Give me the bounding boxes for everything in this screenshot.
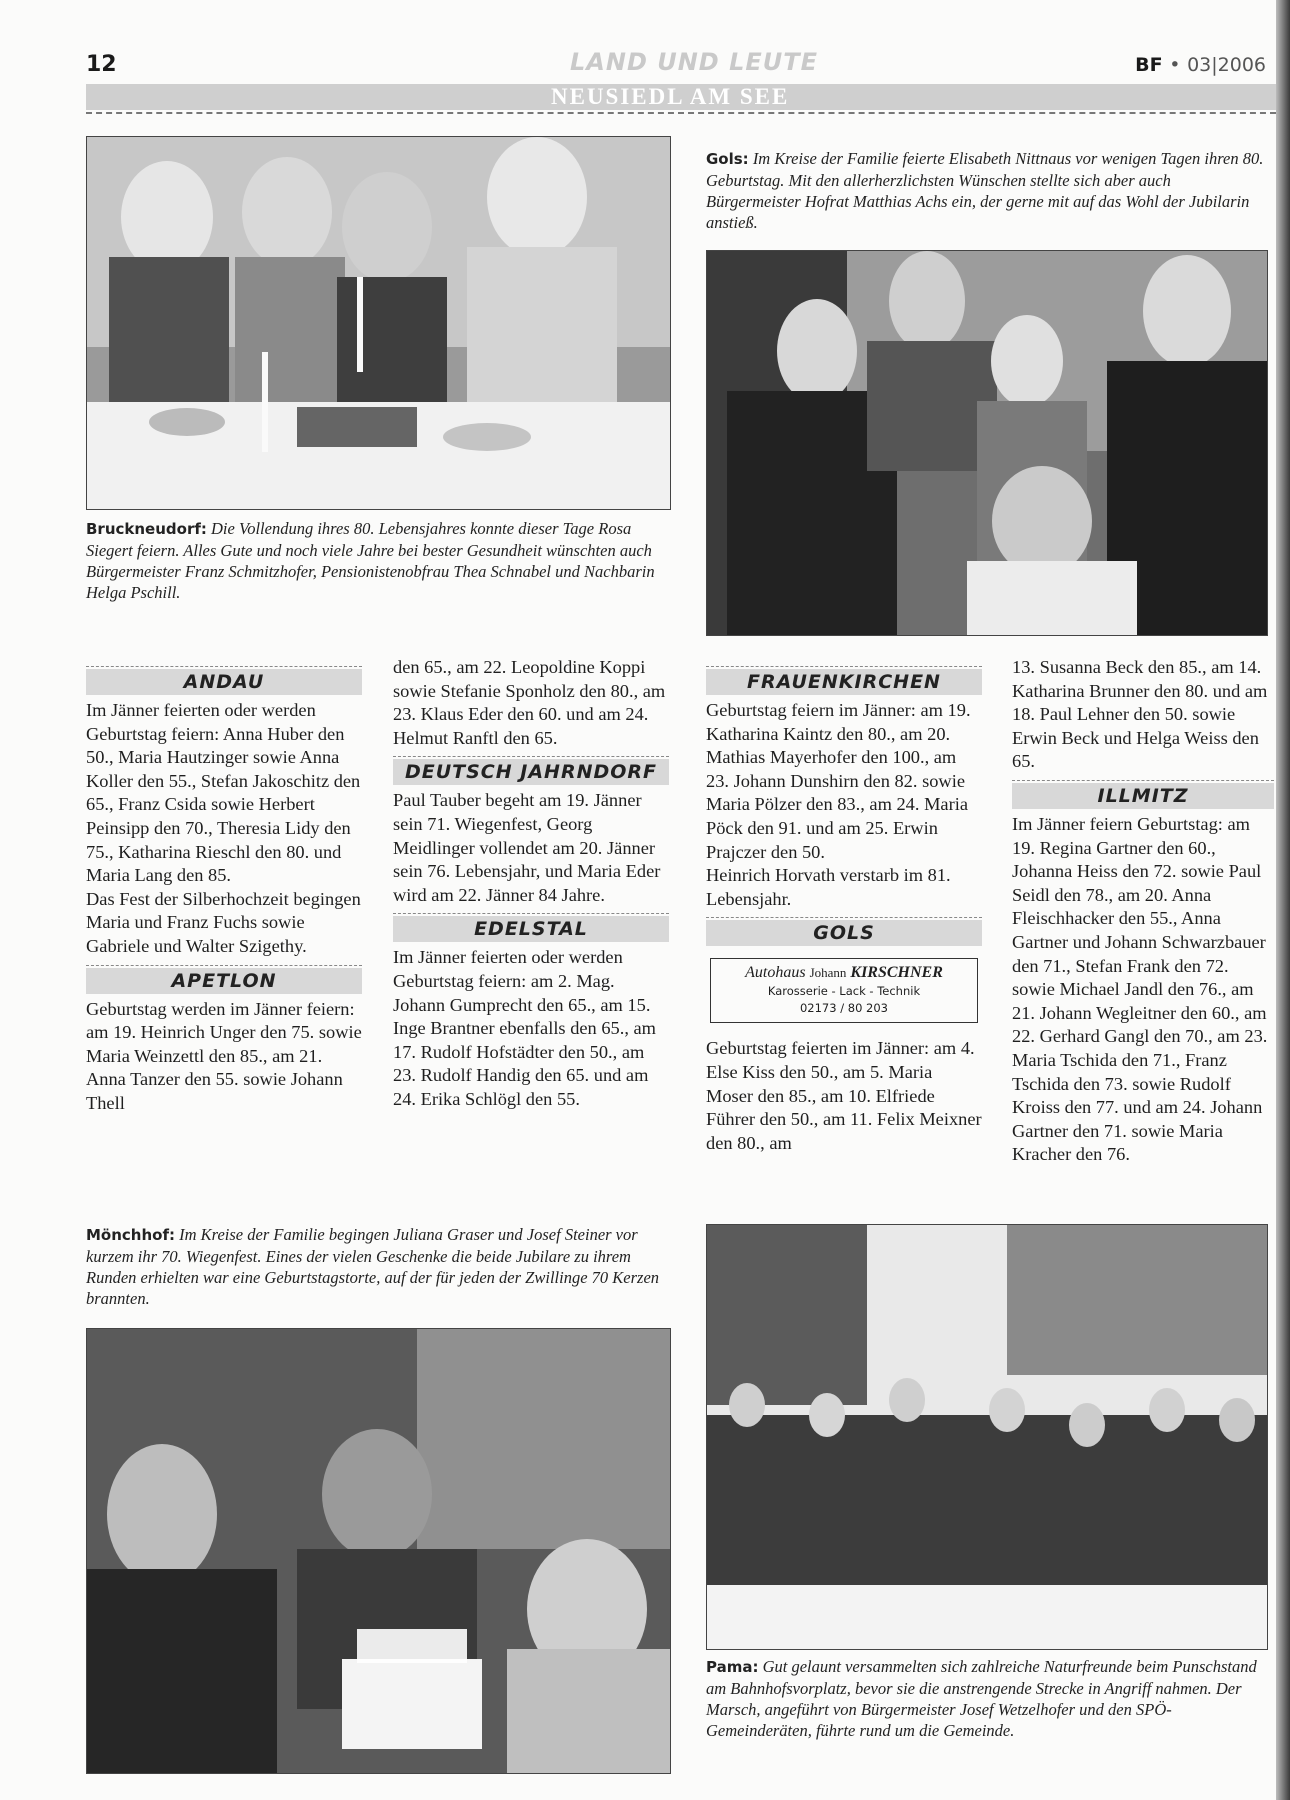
caption-moenchhof — [86, 1224, 669, 1309]
caption-gols-place: Gols: — [706, 150, 749, 168]
ad-title — [711, 963, 977, 983]
column-4 — [1012, 656, 1274, 1167]
heading-apetlon-label: APETLON — [86, 968, 362, 994]
ad-owner: Johann — [809, 965, 847, 981]
photo-moenchhof-image — [87, 1329, 670, 1773]
ad-phone: 02173 / 80 203 — [799, 1001, 888, 1016]
ad-name: KIRSCHNER — [850, 964, 943, 982]
caption-moenchhof-place: Mönchhof: — [86, 1226, 175, 1244]
andau-text: Im Jänner feierten oder werden Geburtstag feiern: Anna Huber den 50., Maria Hautzinger sowie Anna Koller den 55., Stefan Jakoschitz den 65., Franz Csida sowie Herbert Peinsipp den 70., Theresia Lidy den 75., Katharina Rieschl den 80. und Maria Lang den 85. — [86, 700, 361, 886]
heading-gols-label: GOLS — [706, 920, 982, 946]
ad-kirschner — [710, 958, 978, 1023]
caption-pama — [706, 1656, 1266, 1741]
caption-gols-text: Im Kreise der Familie feierte Elisabeth Nittnaus vor wenigen Tagen ihren 80. Geburtstag. Mit den allerherzlichsten Wünschen stellte sich aber auch Bürgermeister Hofrat Matthias Achs ein, der gerne mit auf das Wohl der Jubilarin anstieß. — [706, 149, 1264, 232]
page-number: 12 — [86, 52, 117, 77]
scan-edge-shadow — [1276, 0, 1290, 1800]
heading-edelstal — [393, 913, 669, 942]
deutsch-jahrndorf-text: Paul Tauber begeht am 19. Jänner sein 71. Wiegenfest, Georg Meidlinger vollendet am 20. Jänner sein 76. Lebensjahr, und Maria Eder wird am 22. Jänner 84 Jahre. — [393, 790, 661, 905]
column-2 — [393, 656, 669, 1112]
caption-gols — [706, 148, 1266, 233]
frauenkirchen-text-2: Heinrich Horvath verstarb im 81. Lebensjahr. — [706, 865, 951, 909]
region-title: NEUSIEDL AM SEE — [551, 84, 790, 109]
photo-gols — [706, 250, 1268, 636]
column-1 — [86, 660, 362, 1116]
photo-moenchhof — [86, 1328, 671, 1774]
photo-pama — [706, 1224, 1268, 1650]
edelstal-text: Im Jänner feierten oder werden Geburtstag feiern: am 2. Mag. Johann Gumprecht den 65., am 15. Inge Brantner ebenfalls den 65., am 17. Rudolf Hofstädter den 50., am 23. Rudolf Handig den 65. und am 24. Erika Schlögl den 55. — [393, 947, 656, 1109]
header-divider — [86, 112, 1276, 114]
ad-services: Karosserie - Lack - Technik — [767, 984, 921, 999]
caption-bruckneudorf-place: Bruckneudorf: — [86, 520, 207, 538]
region-band — [86, 84, 1276, 110]
frauenkirchen-text: Geburtstag feiern im Jänner: am 19. Katharina Kaintz den 80., am 20. Mathias Mayerhofer den 100., am 23. Johann Dunshirn den 82. sowie Maria Pölzer den 83., am 24. Maria Pöck den 91. und am 25. Erwin Prajczer den 50. — [706, 700, 971, 862]
apetlon-text: Geburtstag werden im Jänner feiern: am 19. Heinrich Unger den 75. sowie Maria Weinzettl den 85., am 21. Anna Tanzer den 55. sowie Johann Thell — [86, 998, 362, 1113]
issue-number: 03|2006 — [1187, 54, 1266, 76]
heading-frauenkirchen — [706, 666, 982, 695]
illmitz-text: Im Jänner feiern Geburtstag: am 19. Regina Gartner den 60., Johanna Heiss den 72. sowie Paul Seidl den 78., am 20. Anna Fleischhacker den 55., Anna Gartner und Johann Schwarzbauer den 71., Stefan Frank den 72. sowie Michael Jandl den 76., am 21. Johann Wegleitner den 60., am 22. Gerhard Gangl den 70., am 23. Maria Tschida den 71., Franz Tschida den 73. sowie Rudolf Kroiss den 77. und am 24. Johann Gartner den 71. sowie Maria Kracher den 76. — [1012, 813, 1268, 1165]
heading-edelstal-label: EDELSTAL — [393, 916, 669, 942]
caption-bruckneudorf-text: Die Vollendung ihres 80. Lebensjahres konnte dieser Tage Rosa Siegert feiern. Alles Gute und noch viele Jahre bei bester Gesundheit wünschten auch Bürgermeister Franz Schmitzhofer, Pensionistenobfrau Thea Schnabel und Nachbarin Helga Pschill. — [86, 519, 655, 602]
caption-bruckneudorf — [86, 518, 669, 603]
photo-bruckneudorf-image — [87, 137, 670, 509]
photo-gols-image — [707, 251, 1267, 635]
ad-prefix: Autohaus — [745, 964, 806, 982]
publication-name: BF — [1135, 54, 1163, 76]
heading-frauenkirchen-label: FRAUENKIRCHEN — [706, 669, 982, 695]
column-3 — [706, 660, 982, 1155]
caption-pama-text: Gut gelaunt versammelten sich zahlreiche Naturfreunde beim Punschstand am Bahnhofsvorplatz, bevor sie die anstrengende Strecke in Angriff nahmen. Der Marsch, angeführt von Bürgermeister Josef Wetzelhofer und den SPÖ-Gemeinderäten, führte rund um die Gemeinde. — [706, 1657, 1257, 1740]
heading-gols — [706, 917, 982, 946]
caption-moenchhof-text: Im Kreise der Familie begingen Juliana Graser und Josef Steiner vor kurzem ihr 70. Wiegenfest. Eines der vielen Geschenke die beide Jubilare zu ihrem Runden erhielten war eine Geburtstagstorte, auf der für jeden der Zwillinge 70 Kerzen brannten. — [86, 1225, 660, 1308]
heading-illmitz-label: ILLMITZ — [1012, 783, 1274, 809]
separator-dot: • — [1169, 54, 1181, 76]
heading-andau-label: ANDAU — [86, 669, 362, 695]
heading-illmitz — [1012, 780, 1274, 809]
photo-bruckneudorf — [86, 136, 671, 510]
heading-deutsch-jahrndorf-label: DEUTSCH JAHRNDORF — [393, 759, 669, 785]
section-title: LAND UND LEUTE — [570, 48, 819, 76]
photo-pama-image — [707, 1225, 1267, 1649]
heading-andau — [86, 666, 362, 695]
apetlon-text-cont: den 65., am 22. Leopoldine Koppi sowie Stefanie Sponholz den 80., am 23. Klaus Eder den 60. und am 24. Helmut Ranftl den 65. — [393, 657, 666, 748]
heading-apetlon — [86, 965, 362, 994]
gols-text-cont: 13. Susanna Beck den 85., am 14. Katharina Brunner den 80. und am 18. Paul Lehner den 50. sowie Erwin Beck und Helga Weiss den 65. — [1012, 657, 1268, 772]
heading-deutsch-jahrndorf — [393, 756, 669, 785]
issue-label — [1135, 54, 1266, 76]
andau-text-2: Das Fest der Silberhochzeit begingen Maria und Franz Fuchs sowie Gabriele und Walter Szigethy. — [86, 888, 361, 956]
caption-pama-place: Pama: — [706, 1658, 759, 1676]
gols-text: Geburtstag feierten im Jänner: am 4. Else Kiss den 50., am 5. Maria Moser den 85., am 10. Elfriede Führer den 50., am 11. Felix Meixner den 80., am — [706, 1038, 982, 1153]
